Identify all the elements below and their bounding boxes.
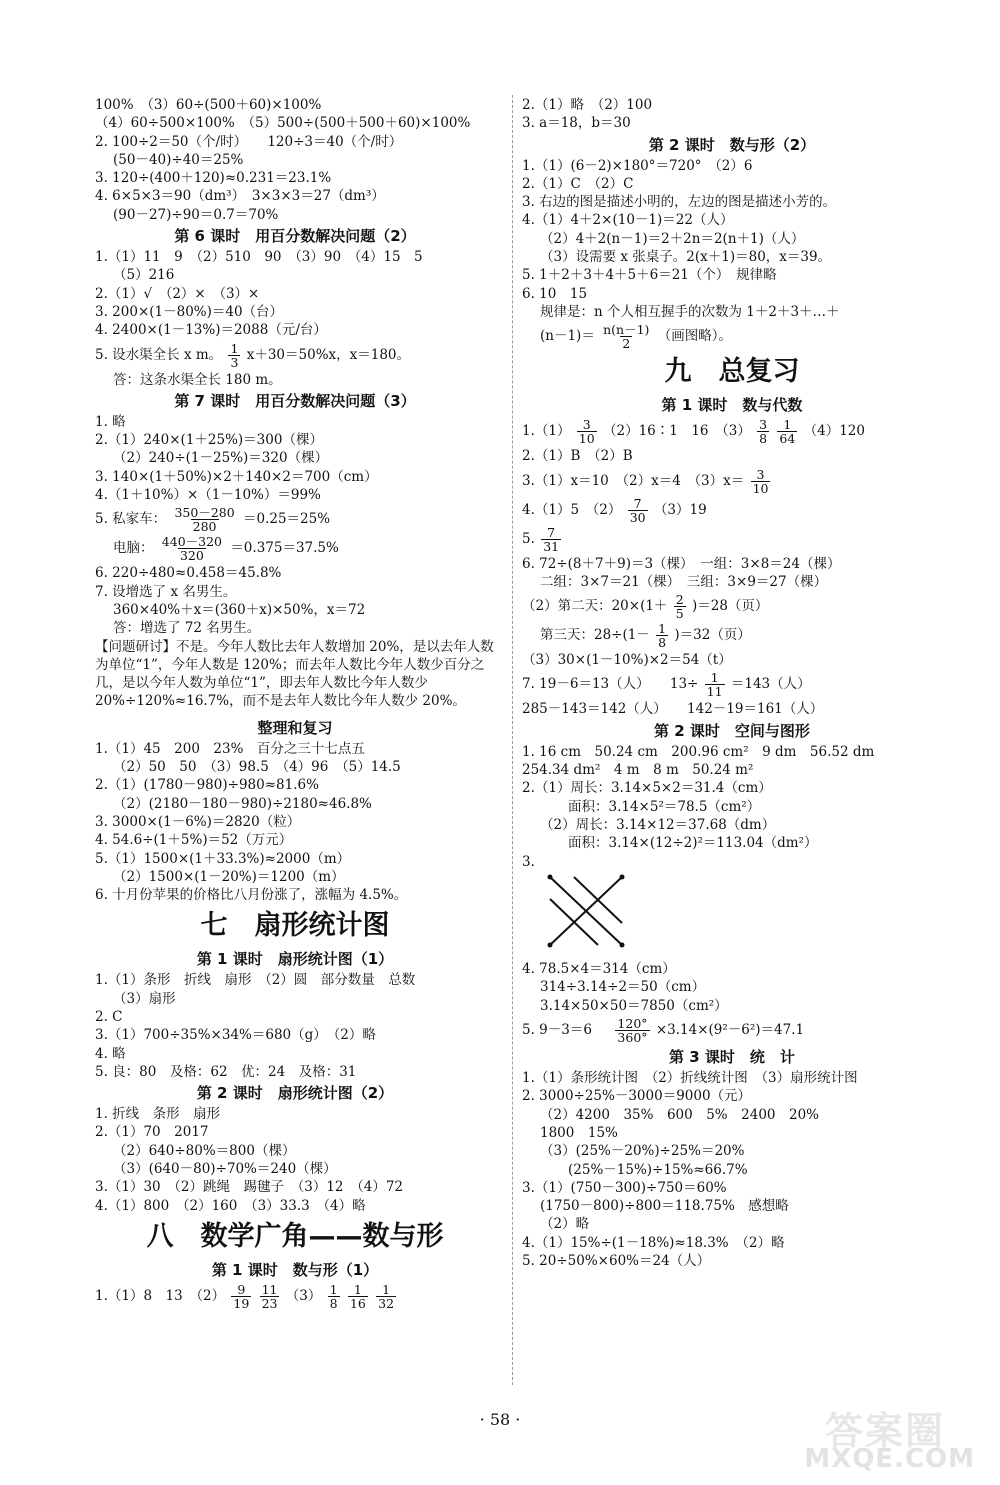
numerator: 9 [237,1281,246,1297]
text-line: 3. [522,853,535,870]
numerator: 350－280 [174,505,235,521]
fraction [172,506,236,533]
numerator: 120° [617,1016,648,1032]
watermark-text: 答案圈 [824,1409,945,1453]
chapter-title: 九 总复习 [664,356,800,388]
text-line: 2.（1）(1780－980)÷980≈81.6% [95,777,319,794]
numerator: 440－320 [161,534,223,550]
text-fragment: 1.（1） [522,423,571,440]
denominator: 10 [578,431,595,447]
text-line-with-fraction [522,593,942,620]
denominator: 360° [617,1030,648,1046]
text-line: 5. 20÷50%×60%＝24（人） [522,1252,711,1269]
fraction [376,1283,396,1310]
numerator: 7 [547,524,556,540]
text-line: 2. C [95,1008,123,1025]
fraction [615,1017,649,1044]
text-line: 6. 10 15 [522,285,588,302]
numerator: 7 [633,495,642,511]
text-fragment: 7. 19－6＝13（人） 13÷ [522,676,699,693]
numerator: 1 [230,340,239,356]
text-line: 4.（1）15%÷(1－18%)≈18.3% （2）略 [522,1234,785,1251]
text-line: 3. a＝18，b＝30 [522,115,631,132]
text-line-with-fraction [522,418,942,445]
numerator: 3 [759,417,768,433]
denominator: 10 [752,480,769,496]
text-line: 4. 6×5×3＝90（dm³） 3×3×3＝27（dm³） [95,188,385,205]
fraction [541,526,561,553]
fraction [160,535,224,562]
endpoint-dot [620,942,625,947]
text-line: 4.（1）4＋2×(10－1)＝22（人） [522,212,734,229]
numerator: 1 [382,1281,391,1297]
text-line: 1.（1）条形 折线 扇形 （2）圆 部分数量 总数 [95,972,416,989]
section-title: 第 3 课时 统 计 [669,1048,795,1067]
column-divider [512,95,513,1385]
text-line-with-fraction [522,323,942,350]
text-line: 6. 72÷(8＋7＋9)＝3（棵） 一组：3×8＝24（棵） [522,555,841,572]
section-title: 第 1 课时 数与代数 [661,396,803,415]
denominator: 8 [658,635,667,651]
denominator: 5 [675,606,684,622]
text-line: 4.（1）800 （2）160 （3）33.3 （4）略 [95,1197,366,1214]
text-line: （4）60÷500×100% （5）500÷(500＋500＋60)×100% [95,115,471,132]
text-fragment: （3） [285,1287,322,1304]
text-line-with-fraction [522,526,942,553]
text-line: 360×40%＋x＝(360＋x)×50%，x＝72 [113,601,366,618]
text-fragment: （3）19 [653,501,707,518]
text-fragment: 5. [522,530,535,547]
text-line: 4. 78.5×4＝314（cm） [522,961,676,978]
fraction [674,593,686,620]
crossed-lines-drawing [542,873,632,953]
endpoint-dot [620,874,625,879]
text-line: （3）(640－80)÷70%＝240（棵） [113,1161,337,1178]
text-line-with-fraction [522,671,942,698]
text-line-with-fraction [522,497,942,524]
text-line: 1. 16 cm 50.24 cm 200.96 cm² 9 dm 56.52 dm [522,743,875,760]
text-fragment: 1.（1）8 13 （2） [95,1287,226,1304]
numerator: 2 [675,592,684,608]
text-line: （3）扇形 [113,990,176,1007]
watermark-logo [765,1400,975,1475]
chapter-title: 八 数学广角——数与形 [146,1220,444,1252]
text-fragment: 电脑： [113,540,154,557]
text-line: 1. 略 [95,413,126,430]
text-line-with-fraction [95,506,495,533]
fraction [656,622,668,649]
text-fragment: （2）16∶1 16 （3） [602,423,751,440]
text-line: (25%－15%)÷15%≈66.7% [568,1161,748,1178]
text-line: （2）周长：3.14×12＝37.68（dm） [540,816,776,833]
text-fragment: 3.（1）x＝10 （2）x＝4 （3）x＝ [522,472,745,489]
denominator: 31 [543,538,560,554]
text-line: 5. 良：80 及格：62 优：24 及格：31 [95,1063,357,1080]
fraction [757,418,769,445]
text-line: 答：增选了 72 名男生。 [113,620,261,637]
text-line: 1.（1）条形统计图 （2）折线统计图 （3）扇形统计图 [522,1070,858,1087]
numerator: 1 [658,621,667,637]
text-line: 4.（1＋10%）×（1－10%）＝99% [95,487,321,504]
text-line-with-fraction [95,535,495,562]
text-line: 4. 2400×(1－13%)＝2088（元/台） [95,322,327,339]
text-fragment: 5. 9－3＝6 [522,1022,592,1039]
denominator: 2 [622,336,631,352]
text-line: （2）4＋2(n－1)＝2＋2n＝2(n＋1)（人） [540,230,805,247]
text-line: 2.（1）240×(1＋25%)＝300（棵） [95,432,323,449]
right-column [522,96,942,1270]
text-line: （3）设需要 x 张桌子。2(x＋1)＝80，x＝39。 [540,249,832,266]
fraction [328,1283,340,1310]
text-line-with-fraction [95,342,495,369]
text-fragment: (n－1)＝ [540,328,595,345]
fraction [601,323,651,350]
denominator: 23 [261,1295,278,1311]
text-fragment: 4.（1）5 （2） [522,501,622,518]
section-title: 第 1 课时 数与形（1） [211,1260,379,1279]
text-line: 面积：3.14×5²＝78.5（cm²） [568,798,761,815]
numerator: 1 [783,417,792,433]
text-line: 1.（1）(6－2)×180°＝720° （2）6 [522,157,753,174]
text-line: 1.（1）11 9 （2）510 90 （3）90 （4）15 5 [95,249,423,266]
fraction [705,671,725,698]
left-column [95,96,495,1312]
text-fragment: 5. 私家车： [95,511,167,528]
numerator: 3 [582,417,591,433]
section-title: 第 2 课时 数与形（2） [648,135,816,154]
denominator: 8 [329,1295,338,1311]
section-title: 第 6 课时 用百分数解决问题（2） [174,227,416,246]
text-line: 3.（1）(750－300)÷750＝60% [522,1179,727,1196]
chapter-title: 七 扇形统计图 [200,910,390,942]
section-title: 第 2 课时 空间与图形 [654,721,810,740]
endpoint-dot [548,942,553,947]
text-line: （2）50 50 （3）98.5 （4）96 （5）14.5 [113,759,401,776]
watermark-url: MXQE.COM [804,1444,975,1474]
text-line: （2）640÷80%＝800（棵） [113,1142,296,1159]
denominator: 16 [349,1295,366,1311]
denominator: 320 [179,548,204,564]
fraction [577,418,597,445]
text-line: 5. 1＋2＋3＋4＋5＋6＝21（个） 规律略 [522,267,777,284]
fraction [231,1283,251,1310]
numerator: 1 [329,1281,338,1297]
text-line: 二组：3×7＝21（棵） 三组：3×9＝27（棵） [540,573,828,590]
text-line: 2.（1）√ （2）× （3）× [95,285,260,302]
text-line: 3. 140×(1＋50%)×2＋140×2＝700（cm） [95,468,378,485]
text-line: 254.34 dm² 4 m 8 m 50.24 m² [522,762,754,779]
numerator: 1 [353,1281,362,1297]
text-fragment: x＋30＝50%x，x＝180。 [246,346,411,363]
text-line: （5）216 [113,267,175,284]
section-title: 第 2 课时 扇形统计图（2） [196,1084,394,1103]
section-title: 第 7 课时 用百分数解决问题（3） [174,391,416,410]
denominator: 11 [706,684,723,700]
numerator: 1 [710,670,719,686]
text-line: （3）30×(1－10%)×2＝54（t） [522,652,732,669]
text-line: （2）1500×(1－20%)＝1200（m） [113,868,345,885]
text-fragment: （画图略）。 [657,328,732,345]
text-line: 1.（1）45 200 23% 百分之三十七点五 [95,740,365,757]
text-line: 3.14×50×50＝7850（cm²） [540,997,728,1014]
crossed-lines-figure [542,873,942,958]
text-line-with-fraction [522,1017,942,1044]
fraction [260,1283,280,1310]
text-line: 1800 15% [540,1124,618,1141]
text-line: 2.（1）略 （2）100 [522,97,653,113]
text-line: 2.（1）C （2）C [522,175,634,192]
fraction [777,418,797,445]
text-fragment: )＝32（页） [674,627,751,644]
section-title: 第 1 课时 扇形统计图（1） [196,950,394,969]
text-line: 3. 200×(1－80%)＝40（台） [95,303,284,320]
text-fragment: )＝28（页） [691,598,769,615]
text-line: （2）(2180－180－980)÷2180≈46.8% [113,795,372,812]
text-line: （2）4200 35% 600 5% 2400 20% [540,1106,819,1123]
text-line: 2. 3000÷25%－3000＝9000（元） [522,1088,752,1105]
text-line: （2）240÷(1－25%)＝320（棵） [113,450,329,467]
text-fragment: ＝0.375＝37.5% [230,540,339,557]
text-line-with-fraction [95,1283,495,1310]
text-line: （2）略 [540,1216,590,1233]
text-fragment: 5. 设水渠全长 x m。 [95,346,223,363]
page-number: · 58 · [479,1410,521,1429]
numerator: 11 [261,1281,278,1297]
text-line: (1750－800)÷800＝118.75% 感想略 [540,1198,789,1215]
text-line: 314÷3.14÷2＝50（cm） [540,979,706,996]
text-fragment: ×3.14×(9²－6²)＝47.1 [655,1022,805,1039]
denominator: 64 [779,431,796,447]
text-line-with-fraction [522,468,942,495]
text-fragment: （4）120 [803,423,865,440]
text-fragment: ＝0.25＝25% [242,511,331,528]
fraction [751,468,771,495]
text-fragment: 第三天：28÷(1－ [540,627,650,644]
text-line: 2.（1）B （2）B [522,448,633,465]
text-line: (50－40)÷40＝25% [113,151,244,168]
text-line: 2.（1）70 2017 [95,1124,209,1141]
text-line: 1. 折线 条形 扇形 [95,1106,221,1123]
text-line: 答：这条水渠全长 180 m。 [113,371,282,388]
text-line: （3）(25%－20%)÷25%＝20% [540,1143,745,1160]
text-fragment: （2）第二天：20×(1＋ [522,598,668,615]
text-line: 3.（1）700÷35%×34%＝680（g） （2）略 [95,1027,376,1044]
text-line: 3.（1）30 （2）跳绳 踢毽子 （3）12 （4）72 [95,1179,404,1196]
fraction [348,1283,368,1310]
denominator: 3 [230,354,239,370]
text-line: 2.（1）周长：3.14×5×2＝31.4（cm） [522,780,772,797]
text-line: 285－143＝142（人） 142－19＝161（人） [522,701,824,718]
denominator: 19 [233,1295,250,1311]
denominator: 30 [629,509,646,525]
text-line: 7. 设增选了 x 名男生。 [95,583,237,600]
text-line: (90－27)÷90＝0.7＝70% [113,206,279,223]
section-title: 整理和复习 [257,718,333,737]
endpoint-dot [548,874,553,879]
numerator: 3 [756,466,765,482]
text-line: 3. 右边的图是描述小明的，左边的图是描述小芳的。 [522,194,837,211]
denominator: 32 [378,1295,395,1311]
text-line: 4. 略 [95,1045,126,1062]
text-line: 2. 100÷2＝50（个/时） 120÷3＝40（个/时） [95,133,403,150]
text-line: 6. 十月份苹果的价格比八月份涨了，涨幅为 4.5%。 [95,887,408,904]
text-line: 面积：3.14×(12÷2)²＝113.04（dm²） [568,835,818,852]
denominator: 280 [192,519,217,535]
text-line: 4. 54.6÷(1＋5%)＝52（万元） [95,832,293,849]
numerator: n(n－1) [603,322,650,338]
text-line: 6. 220÷480≈0.458＝45.8% [95,565,282,582]
fraction [628,497,648,524]
text-fragment: ＝143（人） [730,676,811,693]
text-line: 5.（1）1500×(1＋33.3%)≈2000（m） [95,850,351,867]
text-line: 3. 120÷(400＋120)≈0.231＝23.1% [95,170,332,187]
text-line: 100% （3）60÷(500＋60)×100% [95,97,322,113]
text-line: 规律是：n 个人相互握手的次数为 1＋2＋3＋…＋ [540,303,840,320]
problem-discussion: 【问题研讨】不是。今年人数比去年人数增加 20%，是以去年人数为单位“1”，今年人数是 120%；而去年人数比今年人数少百分之几，是以今年人数为单位“1”，即去年人数比今年人数少 20%÷120%≈16.7%，而不是去年人数比今年人数少 20%。 [95,638,494,710]
fraction [228,342,240,369]
text-line: 3. 3000×(1－6%)＝2820（粒） [95,813,301,830]
text-line-with-fraction [522,622,942,649]
denominator: 8 [759,431,768,447]
